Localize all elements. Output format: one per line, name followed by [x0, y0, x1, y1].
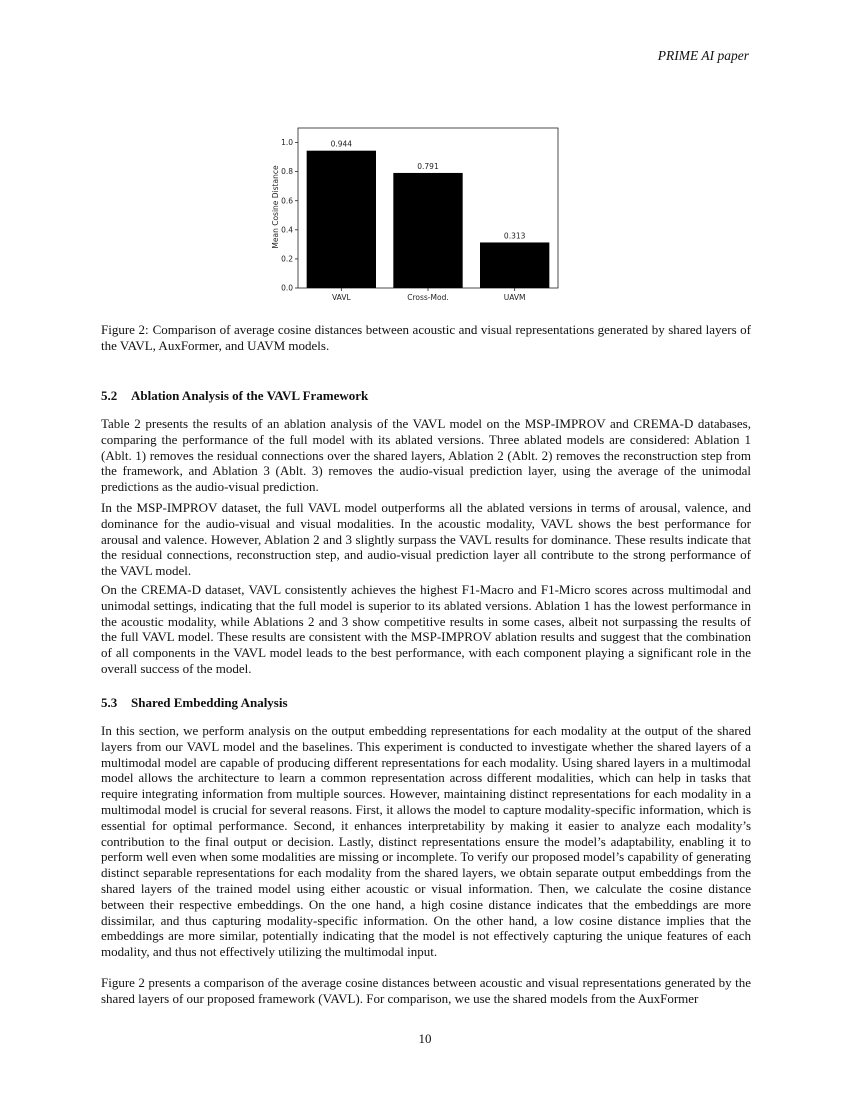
paragraph: In the MSP-IMPROV dataset, the full VAVL model outperforms all the ablated versions in terms of arousal, valence, and dominance for the audio-visual and visual modalities. In the acoustic modality, VAVL shows the best performance for arousal and valence. However, Ablation 2 and 3 slightly surpass the VAVL results for dominance. These results indicate that the residual connections, reconstruction step, and audio-visual prediction layer all contribute to the strong performance of the VAVL model. — [101, 500, 751, 579]
running-header: PRIME AI paper — [657, 48, 749, 63]
x-tick-label: VAVL — [332, 293, 351, 302]
y-tick-label: 0.0 — [281, 283, 293, 293]
section-title: Shared Embedding Analysis — [131, 695, 288, 710]
section-heading-5-3 — [101, 695, 288, 711]
y-tick-label: 0.4 — [281, 225, 293, 235]
page-number: 10 — [418, 1031, 432, 1046]
section-number: 5.2 — [101, 388, 118, 403]
section-number: 5.3 — [101, 695, 118, 710]
bar-chart — [262, 122, 562, 312]
bar-value-label: 0.313 — [503, 231, 526, 241]
bar — [480, 242, 549, 288]
bar — [307, 151, 376, 288]
y-tick-label: 1.0 — [281, 138, 293, 148]
figure-caption — [101, 322, 751, 354]
paragraph: Table 2 presents the results of an ablation analysis of the VAVL model on the MSP-IMPROV and CREMA-D databases, comparing the performance of the full model with its ablated versions. Three ablated models are considered: Ablation 1 (Ablt. 1) removes the residual connections over the shared layers, Ablation 2 (Ablt. 2) removes the reconstruction step from the framework, and Ablation 3 (Ablt. 3) removes the audio-visual prediction layer, using the average of the unimodal predictions as the audio-visual prediction. — [101, 416, 751, 495]
x-tick-label: Cross-Mod. — [407, 293, 449, 302]
figure-caption-text: Comparison of average cosine distances between acoustic and visual representations generated by shared layers of the VAVL, AuxFormer, and UAVM models. — [101, 322, 751, 353]
bar — [393, 173, 462, 288]
paragraph: Figure 2 presents a comparison of the average cosine distances between acoustic and visual representations generated by the shared layers of our proposed framework (VAVL). For comparison, we use the shared models from the AuxFormer — [101, 975, 751, 1006]
paragraph: In this section, we perform analysis on the output embedding representations for each modality at the output of the shared layers from our VAVL model and the baselines. This experiment is conducted to investigate whether the shared layers of a multimodal model are capable of producing different representations for each modality. Using shared layers in a multimodal model allows the architecture to learn a common representation across different modalities, which can help in tasks that require integrating information from multiple sources. However, maintaining distinct representations for each modality in a multimodal model is crucial for several reasons. First, it allows the model to capture modality-specific information, which is essential for optimal performance. Second, it enhances interpretability by making it easier to analyze each modality’s contribution to the final output or decision. Lastly, distinct representations ensure the model’s adaptability, enabling it to perform well even when some modalities are missing or incomplete. To verify our proposed model’s capability of generating distinct separable representations for each modality from the shared layers, we obtain separate output embeddings from the shared layers of the trained model using either acoustic or visual information. Then, we calculate the cosine distance between their respective embeddings. On the one hand, a high cosine distance indicates that the embeddings are more dissimilar, and thus capturing modality-specific information. On the other hand, a low cosine distance implies that the embeddings are more similar, potentially indicating that the model is not effectively capturing the unique features of each modality, and thus not effectively utilizing the multimodal input. — [101, 723, 751, 960]
figure-caption-label: Figure 2: — [101, 322, 149, 337]
y-tick-label: 0.6 — [281, 196, 293, 206]
bar-value-label: 0.944 — [330, 139, 353, 149]
figure-2 — [262, 122, 562, 312]
y-axis-label: Mean Cosine Distance — [271, 165, 280, 249]
bar-value-label: 0.791 — [417, 161, 439, 171]
section-heading-5-2 — [101, 388, 368, 404]
y-tick-label: 0.8 — [281, 167, 293, 177]
paragraph: On the CREMA-D dataset, VAVL consistently achieves the highest F1-Macro and F1-Micro scores across multimodal and unimodal settings, indicating that the full model is superior to its ablated versions. Ablation 1 has the lowest performance in the acoustic modality, while Ablations 2 and 3 show competitive results in some cases, albeit not surpassing the results of the full VAVL model. These results are consistent with the MSP-IMPROV ablation results and suggest that the combination of all components in the VAVL model leads to the best performance, with each component playing a significant role in the overall success of the model. — [101, 582, 751, 676]
section-title: Ablation Analysis of the VAVL Framework — [131, 388, 369, 403]
y-tick-label: 0.2 — [281, 254, 293, 264]
x-tick-label: UAVM — [503, 293, 526, 302]
